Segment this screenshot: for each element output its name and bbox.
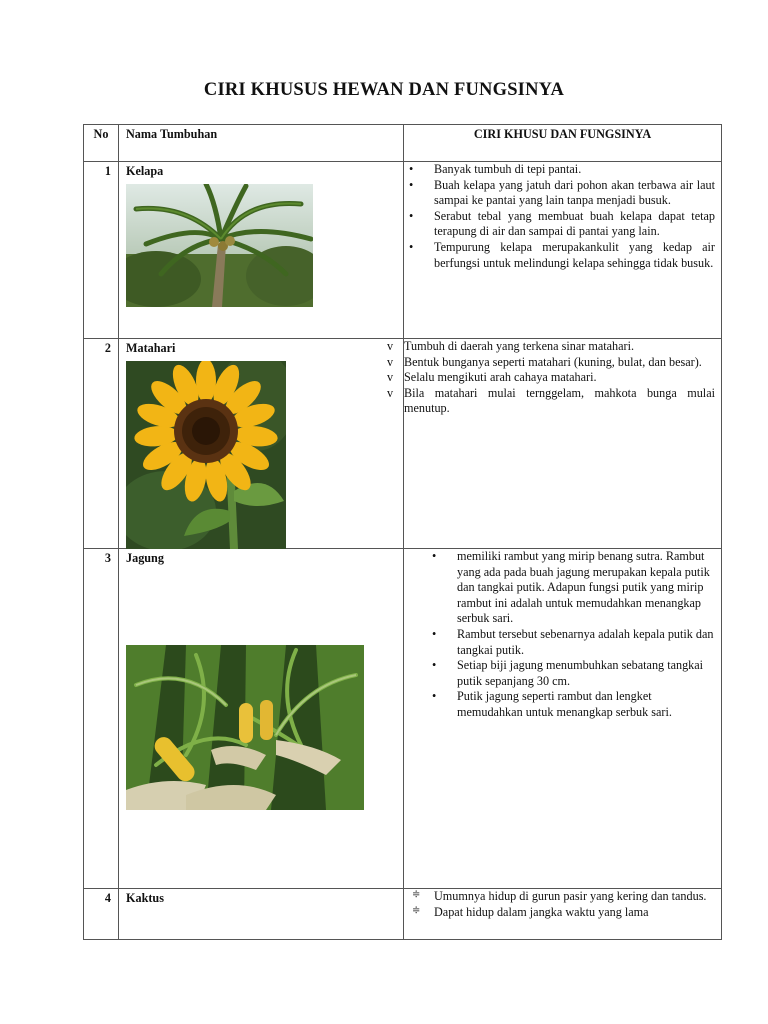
ciri-cell	[404, 162, 722, 339]
bullet: •	[432, 689, 437, 704]
coconut-palm-photo	[126, 184, 313, 307]
list-item	[404, 689, 721, 720]
list-item-text: Umumnya hidup di gurun pasir yang kering dan tandus.	[434, 889, 707, 903]
list-item	[404, 658, 721, 689]
row-number: 1	[84, 162, 119, 339]
list-item-text: Banyak tumbuh di tepi pantai.	[434, 162, 582, 176]
list-item	[387, 354, 721, 371]
list-item-text: Bila matahari mulai ternggelam, mahkota bunga mulai menutup.	[404, 385, 715, 416]
plant-name-cell	[119, 549, 404, 889]
check-mark-icon: v	[387, 385, 394, 400]
ciri-list	[404, 549, 721, 721]
list-item-text: Rambut tersebut sebenarnya adalah kepala putik dan tangkai putik.	[457, 626, 714, 657]
list-item	[404, 549, 721, 627]
plant-table	[83, 124, 722, 940]
plant-name: Kaktus	[126, 891, 164, 905]
list-item	[387, 385, 721, 417]
list-item	[387, 370, 721, 386]
list-item-text: Putik jagung seperti rambut dan lengket memudahkan untuk menangkap serbuk sari.	[457, 689, 672, 719]
list-item-text: Setiap biji jagung menumbuhkan sebatang tangkai putik sepanjang 30 cm.	[457, 658, 704, 688]
table-header-row	[84, 125, 722, 162]
table-row	[84, 889, 722, 940]
ciri-cell	[387, 339, 722, 549]
page-title: CIRI KHUSUS HEWAN DAN FUNGSINYA	[203, 80, 565, 100]
bullet: •	[409, 239, 414, 254]
list-item-text: Dapat hidup dalam jangka waktu yang lama	[434, 904, 649, 919]
list-item	[404, 889, 721, 905]
list-item	[404, 178, 721, 209]
header-no: No	[84, 125, 119, 162]
list-item-text: Serabut tebal yang membuat buah kelapa dapat tetap terapung di air dan sampai di pantai yang lain.	[434, 208, 715, 239]
ciri-list	[404, 889, 721, 920]
plant-name-cell	[119, 889, 404, 940]
bullet: •	[409, 208, 414, 223]
plant-name-cell	[119, 339, 404, 549]
table-row	[84, 339, 722, 549]
list-item-text: Bentuk bunganya seperti matahari (kuning, bulat, dan besar).	[404, 354, 702, 369]
list-item	[404, 162, 721, 178]
bullet: •	[432, 658, 437, 673]
header-name: Nama Tumbuhan	[119, 125, 404, 162]
sunflower-photo	[126, 361, 286, 549]
bullet: •	[432, 549, 437, 563]
bullet: •	[432, 626, 437, 641]
list-item-text: Selalu mengikuti arah cahaya matahari.	[404, 370, 597, 385]
corn-field-photo	[126, 645, 364, 810]
bullet: •	[409, 177, 414, 192]
list-item	[387, 339, 721, 355]
row-number: 3	[84, 549, 119, 889]
ciri-list	[387, 339, 721, 417]
list-item-text: Tempurung kelapa merupakankulit yang kedap air berfungsi untuk melindungi kelapa sehingga tidak busuk.	[434, 239, 715, 270]
bullet: ≑	[412, 904, 421, 916]
row-number: 4	[84, 889, 119, 940]
plant-name: Jagung	[126, 551, 164, 565]
row-number: 2	[84, 339, 119, 549]
list-item-text: memiliki rambut yang mirip benang sutra. Rambut yang ada pada buah jagung merupakan kepala putik dan tangkai putik. Adapun fungsi putik yang mirip rambut ini adalah untuk memudahkan menangkap serbuk sari.	[457, 549, 710, 626]
list-item	[404, 627, 721, 658]
bullet: •	[409, 162, 414, 176]
list-item-text: Buah kelapa yang jatuh dari pohon akan terbawa air laut sampai ke pantai yang lain tanpa menjadi busuk.	[434, 177, 715, 208]
plant-name: Kelapa	[126, 164, 164, 178]
check-mark-icon: v	[387, 354, 394, 369]
plant-name-cell	[119, 162, 404, 339]
list-item-text: Tumbuh di daerah yang terkena sinar matahari.	[404, 339, 635, 353]
table-row	[84, 162, 722, 339]
check-mark-icon: v	[387, 370, 394, 385]
check-mark-icon: v	[387, 339, 394, 353]
list-item	[404, 209, 721, 240]
ciri-list	[404, 162, 721, 271]
ciri-cell	[404, 889, 722, 940]
bullet: ≑	[412, 889, 421, 900]
list-item	[404, 905, 721, 921]
plant-name: Matahari	[126, 341, 176, 355]
header-ciri: CIRI KHUSU DAN FUNGSINYA	[404, 125, 722, 162]
list-item	[404, 240, 721, 271]
ciri-cell	[404, 549, 722, 889]
table-row	[84, 549, 722, 889]
